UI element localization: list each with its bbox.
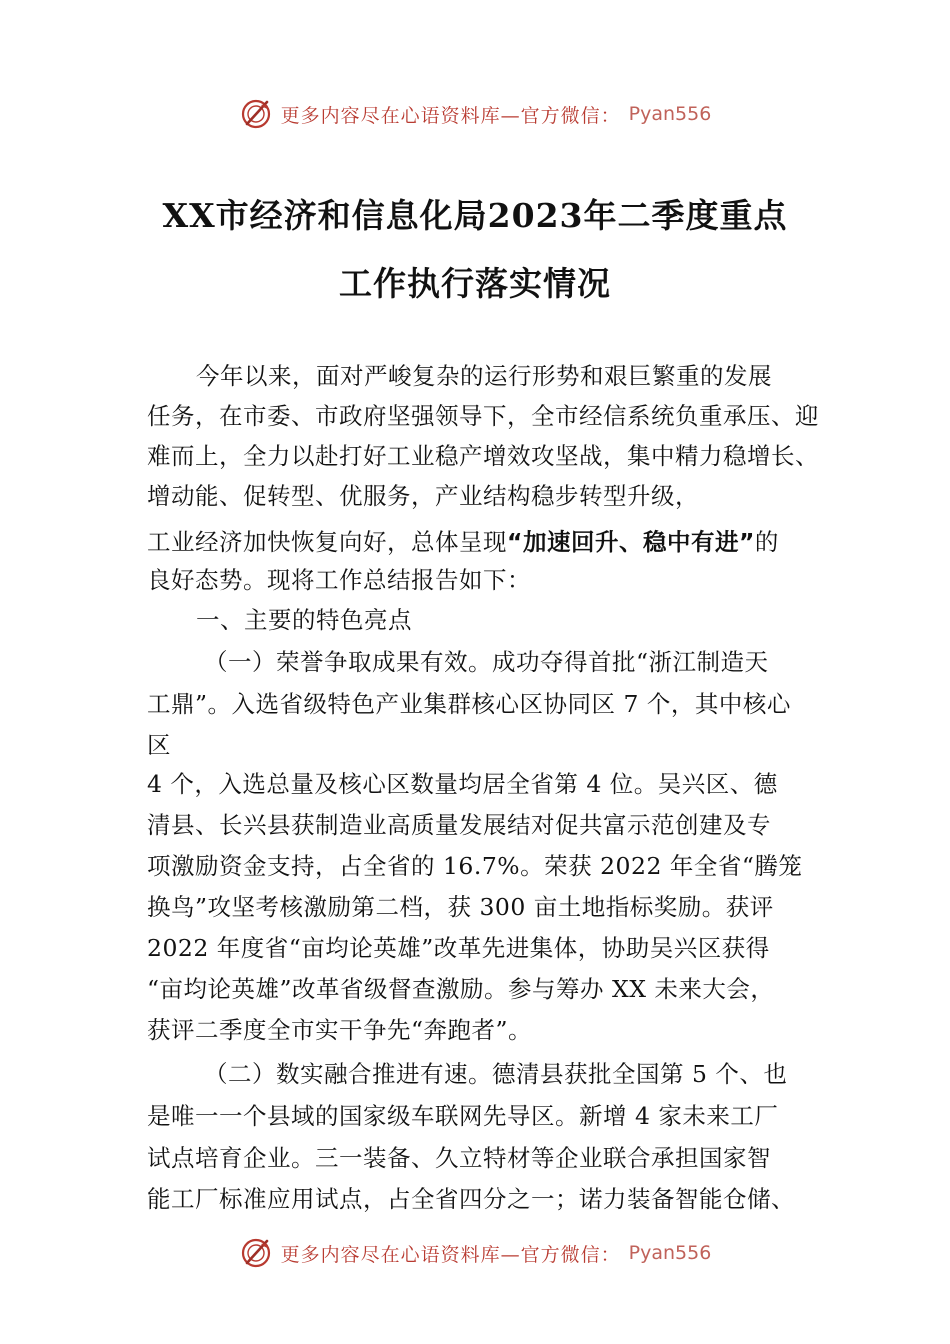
paragraph-line: 工鼎”。入选省级特色产业集群核心区协同区 7 个，其中核心 (147, 690, 791, 718)
paragraph-line: 清县、长兴县获制造业高质量发展结对促共富示范创建及专 (147, 811, 771, 839)
footer-watermark-banner (0, 1233, 950, 1273)
paragraph-line: 是唯一一个县域的国家级车联网先导区。新增 4 家未来工厂 (147, 1102, 779, 1130)
document-title-line-2: 工作执行落实情况 (339, 264, 611, 303)
paragraph-line: 能工厂标准应用试点，占全省四分之一；诺力装备智能仓储、 (147, 1185, 795, 1213)
banner-text: 更多内容尽在心语资料库—官方微信： (280, 104, 621, 127)
paragraph-line: 难而上，全力以赴打好工业稳产增效攻坚战，集中精力稳增长、 (147, 442, 819, 470)
paragraph-line: 2022 年度省“亩均论英雄”改革先进集体，协助吴兴区获得 (147, 934, 770, 962)
paragraph-line: 试点培育企业。三一装备、久立特材等企业联合承担国家智 (147, 1144, 771, 1172)
paragraph-line: 今年以来，面对严峻复杂的运行形势和艰巨繁重的发展 (196, 362, 772, 390)
quill-seal-icon (239, 97, 273, 131)
document-title-line-1: XX市经济和信息化局2023年二季度重点 (162, 196, 788, 235)
subsection-heading-line: （一）荣誉争取成果有效。成功夺得首批“浙江制造天 (204, 648, 769, 676)
quill-seal-icon (239, 1236, 273, 1270)
paragraph-line: 良好态势。现将工作总结报告如下： (147, 566, 531, 594)
banner-text: 更多内容尽在心语资料库—官方微信： (280, 1243, 621, 1266)
paragraph-line: 项激励资金支持，占全省的 16.7%。荣获 2022 年全省“腾笼 (147, 852, 803, 880)
paragraph-line: 区 (147, 731, 171, 759)
text-run: 的 (754, 528, 779, 556)
paragraph-line: 获评二季度全市实干争先“奔跑者”。 (147, 1016, 533, 1044)
header-watermark-banner (0, 94, 950, 134)
highlight-phrase: “加速回升、稳中有进” (507, 528, 755, 556)
subsection-heading-line: （二）数实融合推进有速。德清县获批全国第 5 个、也 (204, 1060, 788, 1088)
paragraph-line: 换鸟”攻坚考核激励第二档，获 300 亩土地指标奖励。获评 (147, 893, 774, 921)
paragraph-line: 4 个，入选总量及核心区数量均居全省第 4 位。吴兴区、德 (147, 770, 778, 798)
paragraph-line: 任务，在市委、市政府坚强领导下，全市经信系统负重承压、迎 (147, 402, 819, 430)
banner-account: Pyan556 (628, 1242, 712, 1264)
paragraph-line: 增动能、促转型、优服务，产业结构稳步转型升级， (147, 482, 699, 510)
paragraph-line: “亩均论英雄”改革省级督查激励。参与筹办 XX 未来大会， (147, 975, 775, 1003)
paragraph-line (147, 526, 779, 558)
text-run: 工业经济加快恢复向好，总体呈现 (147, 528, 507, 556)
banner-account: Pyan556 (628, 103, 712, 125)
section-heading: 一、主要的特色亮点 (196, 606, 412, 634)
